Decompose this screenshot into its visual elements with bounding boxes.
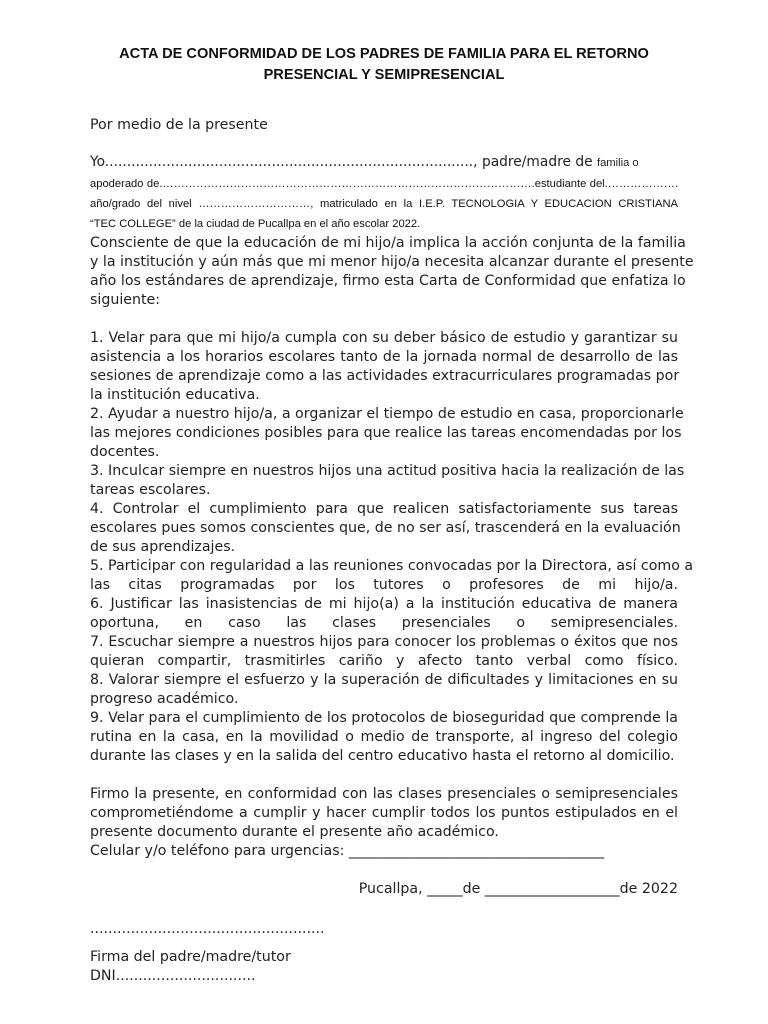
commitment-line: 1. Velar para que mi hijo/a cumpla con su deber básico de estudio y garantizar su	[90, 330, 678, 346]
preamble-line: y la institución y aún más que mi menor hijo/a necesita alcanzar durante el presente	[90, 254, 694, 270]
commitment-line: quieran compartir, trasmitirles cariño y afecto tanto verbal como físico.	[90, 653, 678, 669]
title-line-2: PRESENCIAL Y SEMIPRESENCIAL	[263, 67, 505, 83]
commitment-line: la institución educativa.	[90, 387, 260, 403]
commitment-line: asistencia a los horarios escolares tanto de la jornada normal de desarrollo de las	[90, 349, 678, 365]
commitment-line: las citas programadas por los tutores o profesores de mi hijo/a.	[90, 577, 678, 593]
identification-line-2: apoderado de.……………………………………………………………………………………….estudiante del.……………….	[90, 178, 678, 190]
closing-line: Firmo la presente, en conformidad con las clases presenciales o semipresenciales	[90, 786, 678, 802]
title-line-1: ACTA DE CONFORMIDAD DE LOS PADRES DE FAMILIA PARA EL RETORNO	[119, 46, 649, 62]
signature-line: ....................................................	[90, 921, 325, 937]
commitment-line: docentes.	[90, 444, 160, 460]
document-title	[90, 44, 678, 86]
commitment-line: 8. Valorar siempre el esfuerzo y la superación de dificultades y limitaciones en su	[90, 672, 678, 688]
identification-line-3: año/grado del nivel …………………………, matriculado en la I.E.P. TECNOLOGIA Y EDUCACION CRISTIANA	[90, 198, 678, 210]
commitment-line: 2. Ayudar a nuestro hijo/a, a organizar el tiempo de estudio en casa, proporcionarle	[90, 406, 684, 422]
commitment-line: escolares pues somos conscientes que, de no ser así, trascenderá en la evaluación	[90, 520, 681, 536]
preamble-line: siguiente:	[90, 292, 161, 308]
intro-text: Por medio de la presente	[90, 117, 268, 133]
commitment-line: 5. Participar con regularidad a las reuniones convocadas por la Directora, así como a	[90, 558, 694, 574]
commitment-line: 4. Controlar el cumplimiento para que realicen satisfactoriamente sus tareas	[90, 501, 678, 517]
signature-label: Firma del padre/madre/tutor	[90, 949, 291, 965]
preamble-line: año los estándares de aprendizaje, firmo esta Carta de Conformidad que enfatiza lo	[90, 273, 686, 289]
commitment-line: progreso académico.	[90, 691, 239, 707]
commitment-line: oportuna, en caso las clases presenciales o semipresenciales.	[90, 615, 678, 631]
commitment-line: 9. Velar para el cumplimiento de los protocolos de bioseguridad que comprende la	[90, 710, 678, 726]
commitment-line: 3. Inculcar siempre en nuestros hijos una actitud positiva hacia la realización de las	[90, 463, 685, 479]
place-date: Pucallpa, _____de ___________________de 2022	[358, 881, 678, 897]
identification-line-1	[90, 154, 678, 170]
identification-line-1-small: familia o	[596, 157, 639, 169]
commitment-line: de sus aprendizajes.	[90, 539, 236, 555]
closing-line: comprometiéndome a cumplir y hacer cumplir todos los puntos estipulados en el	[90, 805, 678, 821]
commitment-line: las mejores condiciones posibles para que realice las tareas encomendadas por los	[90, 425, 682, 441]
identification-line-1-main: Yo...................................................................................., padre/madre de	[90, 154, 593, 170]
preamble-line: Consciente de que la educación de mi hijo/a implica la acción conjunta de la familia	[90, 235, 686, 251]
commitment-line: durante las clases y en la salida del centro educativo hasta el retorno al domicilio.	[90, 748, 675, 764]
commitment-line: tareas escolares.	[90, 482, 211, 498]
dni-field: DNI...............................	[90, 968, 256, 984]
closing-line: presente documento durante el presente año académico.	[90, 824, 499, 840]
commitment-line: sesiones de aprendizaje como a las actividades extracurriculares programadas por	[90, 368, 680, 384]
commitment-line: rutina en la casa, en la movilidad o medio de transporte, al ingreso del colegio	[90, 729, 678, 745]
commitment-line: 6. Justificar las inasistencias de mi hijo(a) a la institución educativa de manera	[90, 596, 678, 612]
commitment-line: 7. Escuchar siempre a nuestros hijos para conocer los problemas o éxitos que nos	[90, 634, 678, 650]
identification-line-4: “TEC COLLEGE” de la ciudad de Pucallpa en el año escolar 2022.	[90, 218, 421, 230]
emergency-phone-field: Celular y/o teléfono para urgencias: ____________________________________	[90, 843, 605, 859]
